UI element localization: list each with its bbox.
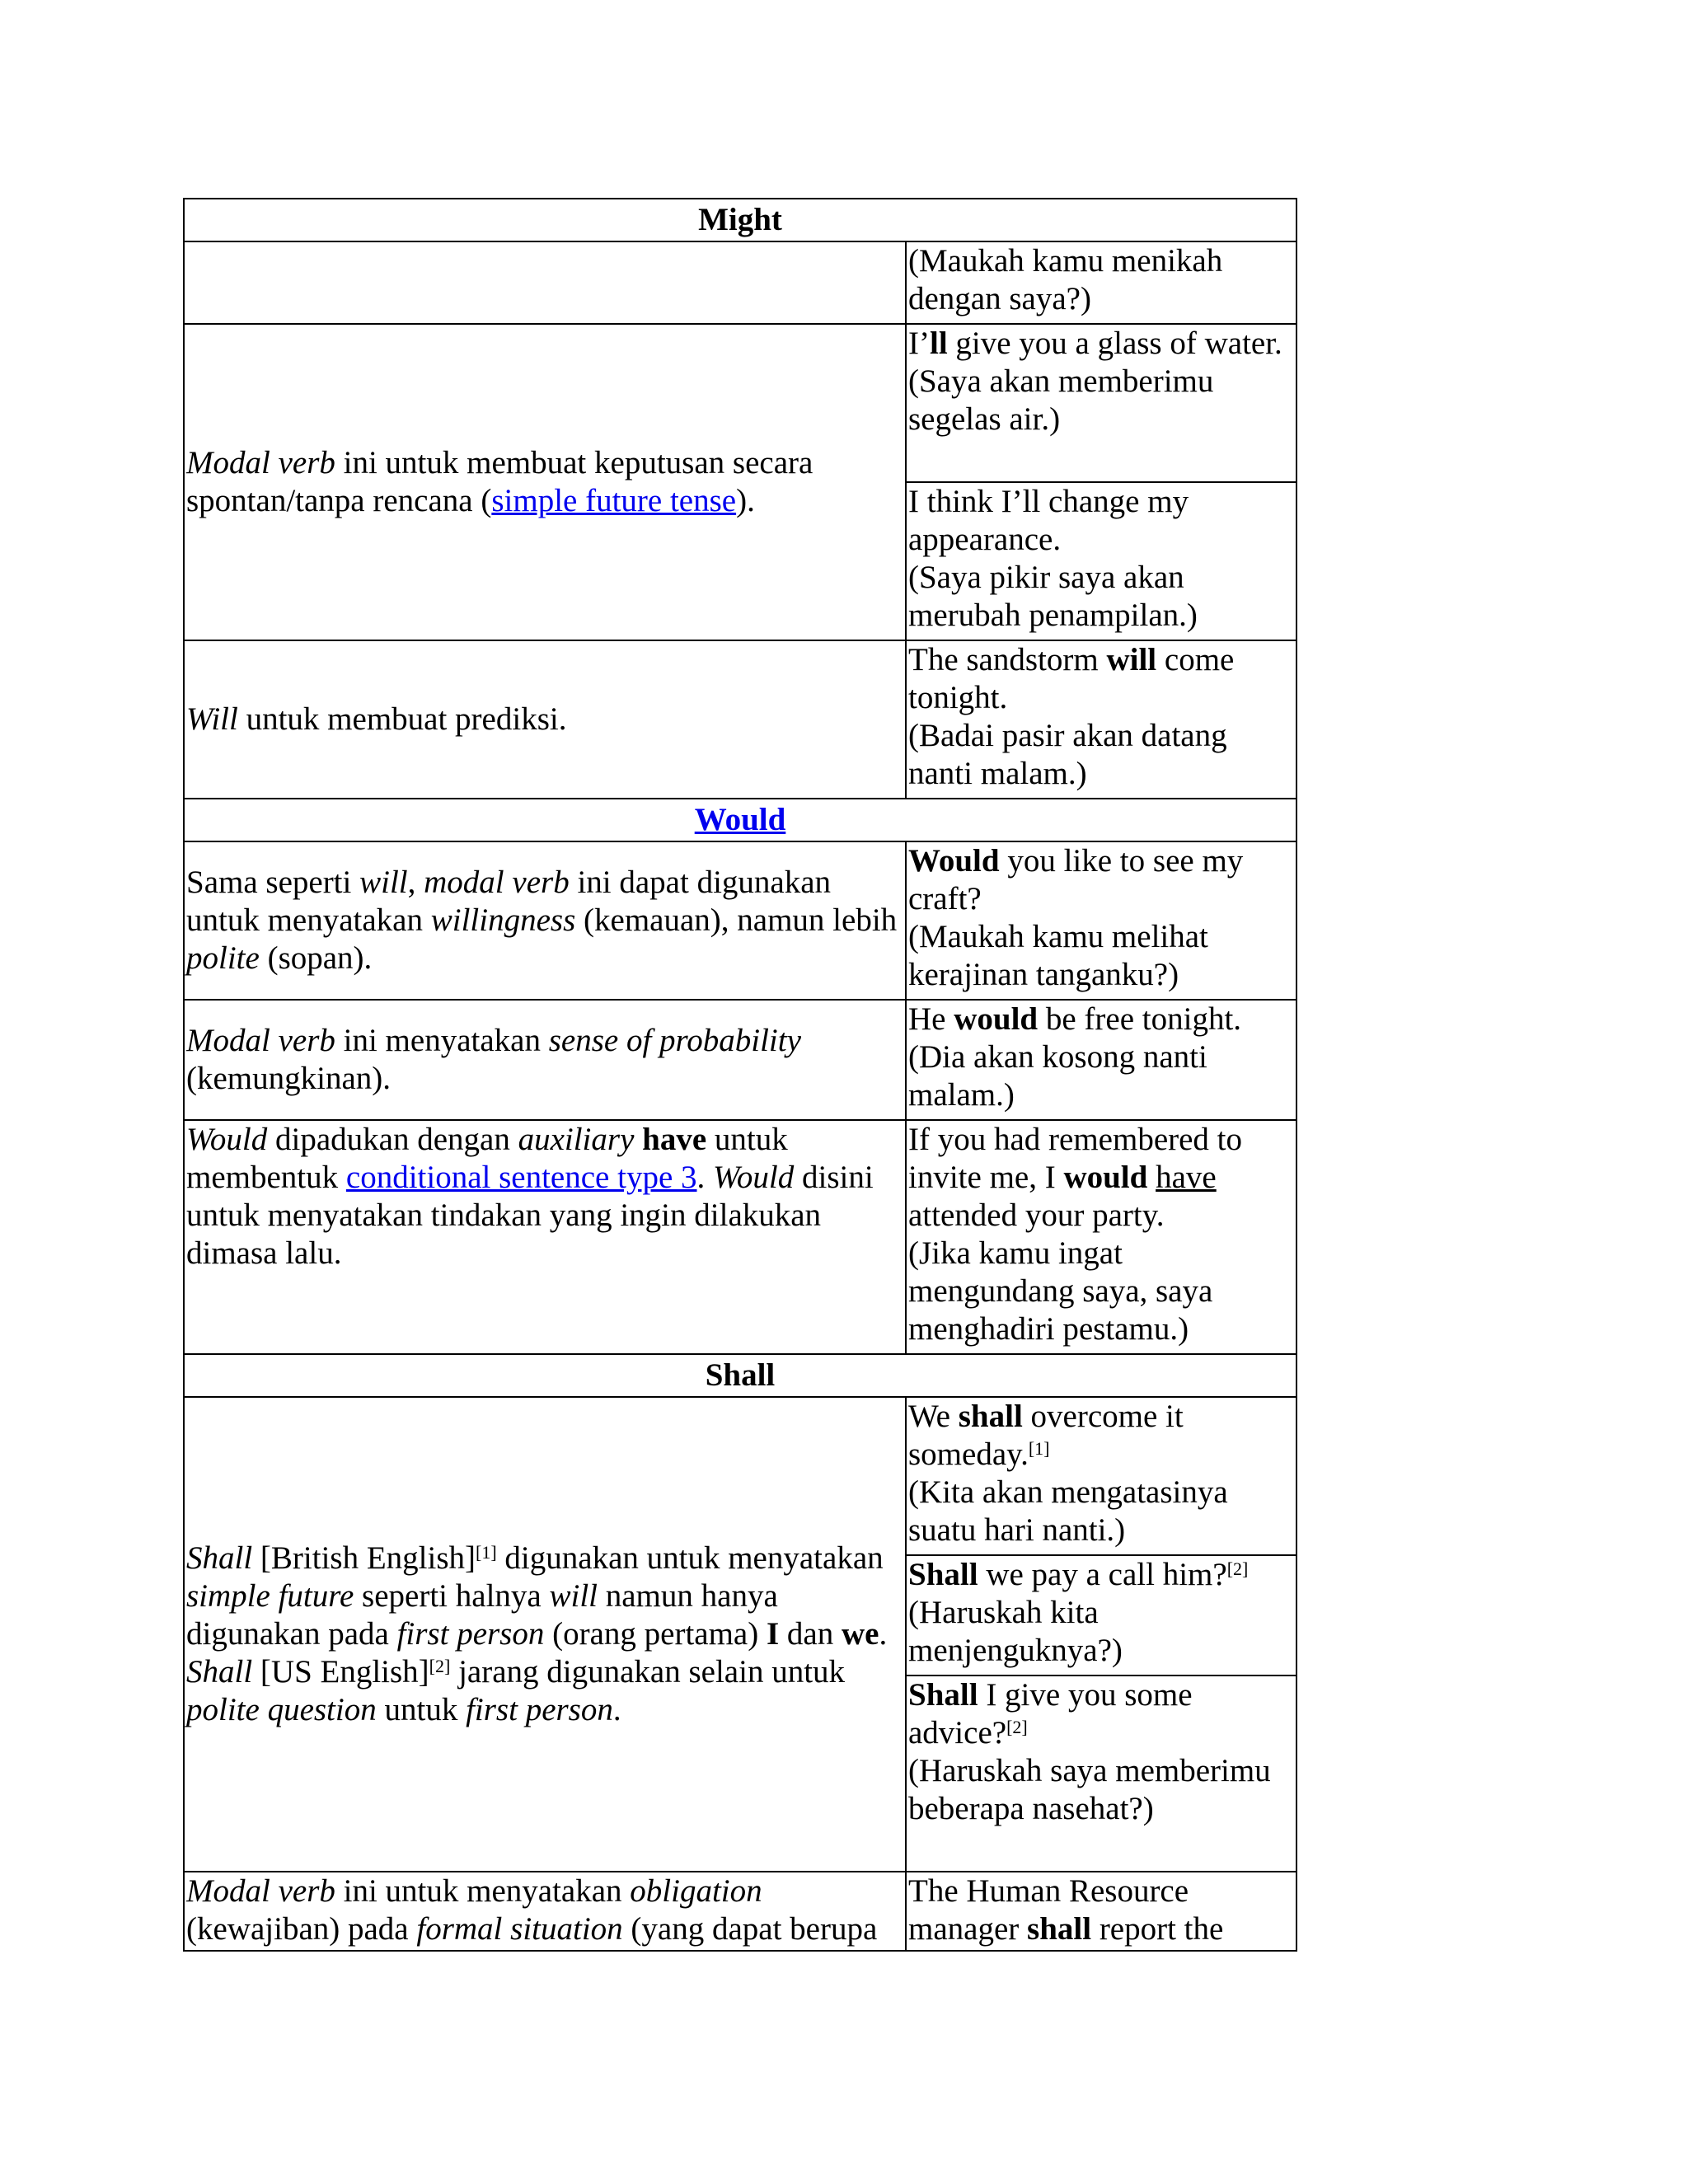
description-cell-prediction: Will untuk membuat prediksi. (184, 640, 906, 799)
example-cell: The Human Resource manager shall report the (906, 1872, 1296, 1951)
example-cell: I’ll give you a glass of water. (Saya akan memberimu segelas air.) (906, 324, 1296, 482)
example-cell: Shall we pay a call him?[2] (Haruskah kita menjenguknya?) (906, 1555, 1296, 1675)
would-link[interactable]: Would (694, 802, 786, 837)
section-header-shall: Shall (184, 1354, 1296, 1397)
example-cell: He would be free tonight. (Dia akan kosong nanti malam.) (906, 1000, 1296, 1120)
description-cell: Would dipadukan dengan auxiliary have untuk membentuk conditional sentence type 3. Would disini untuk menyatakan tindakan yang ingin dilakukan dimasa lalu. (184, 1120, 906, 1354)
simple-future-tense-link[interactable]: simple future tense (491, 483, 737, 518)
example-cell: (Maukah kamu menikah dengan saya?) (906, 241, 1296, 324)
example-cell: Shall I give you some advice?[2] (Haruskah saya memberimu beberapa nasehat?) (906, 1675, 1296, 1872)
section-header-would (184, 799, 1296, 841)
modal-verbs-table (183, 198, 1297, 1952)
description-cell-decision: Modal verb ini untuk membuat keputusan secara spontan/tanpa rencana (simple future tense). (184, 324, 906, 640)
example-cell: Would you like to see my craft? (Maukah kamu melihat kerajinan tanganku?) (906, 841, 1296, 1000)
example-cell: I think I’ll change my appearance. (Saya pikir saya akan merubah penampilan.) (906, 482, 1296, 640)
description-cell-shall: Shall [British English][1] digunakan untuk menyatakan simple future seperti halnya will namun hanya digunakan pada first person (orang pertama) I dan we. Shall [US English][2] jarang digunakan selain untuk polite question untuk first person. (184, 1397, 906, 1872)
example-cell: The sandstorm will come tonight. (Badai pasir akan datang nanti malam.) (906, 640, 1296, 799)
empty-description-cell (184, 241, 906, 324)
section-header-might: Might (184, 199, 1296, 241)
description-cell: Sama seperti will, modal verb ini dapat digunakan untuk menyatakan willingness (kemauan), namun lebih polite (sopan). (184, 841, 906, 1000)
example-cell: If you had remembered to invite me, I would have attended your party. (Jika kamu ingat mengundang saya, saya menghadiri pestamu.) (906, 1120, 1296, 1354)
example-cell: We shall overcome it someday.[1] (Kita akan mengatasinya suatu hari nanti.) (906, 1397, 1296, 1555)
description-cell: Modal verb ini menyatakan sense of probability (kemungkinan). (184, 1000, 906, 1120)
description-cell: Modal verb ini untuk menyatakan obligation (kewajiban) pada formal situation (yang dapat berupa (184, 1872, 906, 1951)
conditional-sentence-type-3-link[interactable]: conditional sentence type 3 (345, 1160, 697, 1195)
